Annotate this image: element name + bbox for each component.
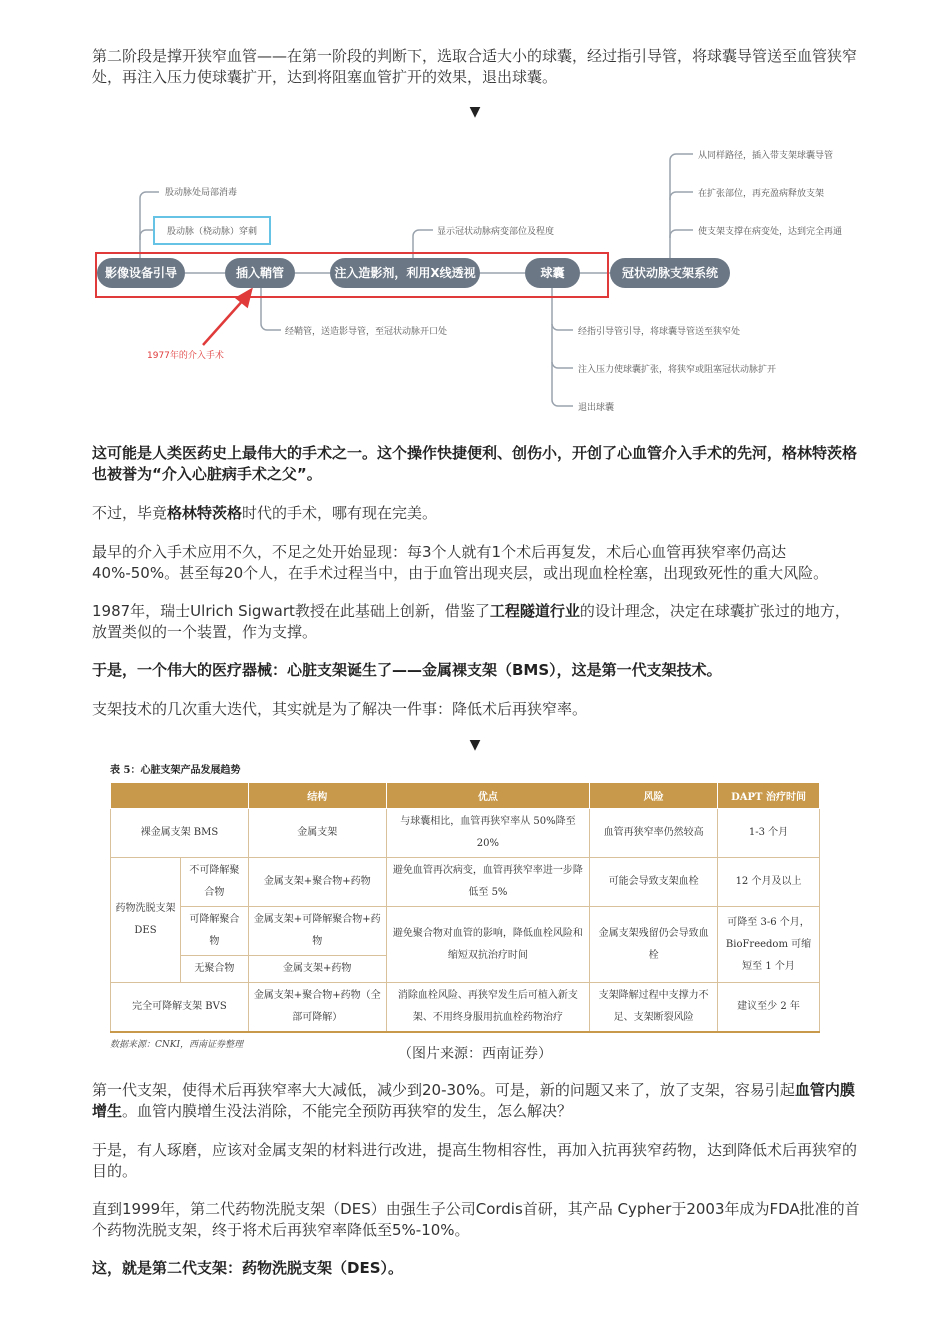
leaf-femoral-disinfection: 股动脉处局部消毒 [165, 188, 238, 198]
table-cell: 金属支架+可降解聚合物+药物 [248, 907, 386, 956]
paragraph-bms-born: 于是，一个伟大的医疗器械：心脏支架诞生了——金属裸支架（BMS），这是第一代支架技术。 [92, 661, 722, 679]
procedure-mindmap [85, 140, 875, 430]
table-cell: 建议至少 2 年 [718, 983, 820, 1033]
leaf-stent-catheter: 从同样路径，插入带支架球囊导管 [698, 151, 834, 161]
table-row [111, 983, 820, 1033]
highlight-gruentzig: 格林特茨格 [167, 504, 243, 522]
paragraph-improve-material: 于是，有人琢磨，应该对金属支架的材料进行改进，提高生物相容性，再加入抗再狭窄药物，达到降低术后再狭窄的目的。 [92, 1141, 858, 1180]
table-cell: 药物洗脱支架 DES [111, 858, 181, 983]
node-insert-sheath: 插入鞘管 [225, 258, 295, 288]
table-cell: 避免聚合物对血管的影响，降低血栓风险和缩短双抗治疗时间 [386, 907, 590, 983]
table-header-row [111, 783, 820, 809]
node-imaging-guidance: 影像设备引导 [97, 258, 185, 288]
down-arrow-icon: ▼ [469, 737, 481, 753]
leaf-femoral-puncture: 股动脉（桡动脉）穿刺 [153, 216, 271, 245]
leaf-sheath-catheter: 经鞘管，送造影导管，至冠状动脉开口处 [285, 327, 448, 337]
table-cell: 金属支架+药物 [248, 956, 386, 983]
table-cell: 支架降解过程中支撑力不足、支架断裂风险 [590, 983, 718, 1033]
table-cell: 1-3 个月 [718, 809, 820, 858]
table-cell: 金属支架 [248, 809, 386, 858]
table-cell: 完全可降解支架 BVS [111, 983, 249, 1033]
table-title: 表 5：心脏支架产品发展趋势 [110, 765, 241, 776]
highlight-tunnel-industry: 工程隧道行业 [489, 602, 580, 620]
table-cell: 不可降解聚合物 [180, 858, 248, 907]
annotation-1977: 1977年的介入手术 [147, 351, 224, 361]
table-cell: 无聚合物 [180, 956, 248, 983]
paragraph-first-gen: 第一代支架，使得术后再狭窄率大大减低，减少到20-30%。可是，新的问题又来了，放了支架，容易引起血管内膜增生。血管内膜增生没法消除，不能完全预防再狭窄的发生，怎么解决？ [92, 1081, 855, 1120]
paragraph-sigwart: 1987年，瑞士Ulrich Sigwart教授在此基础上创新，借鉴了工程隧道行业的设计理念，决定在球囊扩张过的地方，放置类似的一个装置，作为支撑。 [92, 602, 850, 641]
table-cell: 可能会导致支架血栓 [590, 858, 718, 907]
paragraph-stage-two: 第二阶段是撑开狭窄血管——在第一阶段的判断下，选取合适大小的球囊，经过指引导管，将球囊导管送至血管狭窄处，再注入压力使球囊扩开，达到将阻塞血管扩开的效果，退出球囊。 [92, 47, 858, 86]
table-cell: 血管再狭窄率仍然较高 [590, 809, 718, 858]
paragraph-iterations: 支架技术的几次重大迭代，其实就是为了解决一件事：降低术后再狭窄率。 [92, 700, 588, 718]
leaf-release-stent: 在扩张部位，再充盈病释放支架 [698, 189, 825, 199]
table-cell: 可降至 3-6 个月，BioFreedom 可缩短至 1 个月 [718, 907, 820, 983]
paragraph-greatest-surgery: 这可能是人类医药史上最伟大的手术之一。这个操作快捷便利、创伤小，开创了心血管介入手术的先河，格林特茨格也被誉为“介入心脏病手术之父”。 [92, 444, 858, 483]
paragraph-shortcomings: 最早的介入手术应用不久，不足之处开始显现：每3个人就有1个术后再复发，术后心血管再狭窄率仍高达40%-50%。甚至每20个人，在手术过程当中，由于血管出现夹层，或出现血栓栓塞，出现致死性的重大风险。 [92, 543, 829, 582]
table-cell: 与球囊相比，血管再狭窄率从 50%降至 20% [386, 809, 590, 858]
paragraph-des-1999: 直到1999年，第二代药物洗脱支架（DES）由强生子公司Cordis首研，其产品 Cypher于2003年成为FDA批准的首个药物洗脱支架，终于将术后再狭窄率降低至5%-10%。 [92, 1200, 860, 1239]
node-balloon: 球囊 [525, 258, 580, 288]
table-cell: 金属支架+聚合物+药物（全部可降解） [248, 983, 386, 1033]
paragraph-not-perfect: 不过，毕竟格林特茨格时代的手术，哪有现在完美。 [92, 504, 438, 522]
table-header [111, 783, 249, 809]
table-header: 优点 [386, 783, 590, 809]
down-arrow-icon: ▼ [469, 104, 481, 120]
table-cell: 避免血管再次病变，血管再狭窄率进一步降低至 5% [386, 858, 590, 907]
leaf-inflate-balloon: 注入压力使球囊扩张，将狭窄或阻塞冠状动脉扩开 [578, 365, 777, 375]
table-row [111, 907, 820, 956]
highlight-intimal-hyperplasia: 血管内膜增生 [92, 1081, 855, 1120]
table-cell: 金属支架残留仍会导致血栓 [590, 907, 718, 983]
table-header: 风险 [590, 783, 718, 809]
table-cell: 裸金属支架 BMS [111, 809, 249, 858]
node-stent-system: 冠状动脉支架系统 [610, 258, 730, 288]
table-source: 数据来源：CNKI，西南证券整理 [110, 1040, 244, 1050]
paragraph-second-gen: 这，就是第二代支架：药物洗脱支架（DES）。 [92, 1259, 404, 1277]
leaf-guide-balloon: 经指引导管引导，将球囊导管送至狭窄处 [578, 327, 741, 337]
table-row [111, 858, 820, 907]
stent-trend-table [110, 760, 822, 1050]
leaf-show-lesion: 显示冠状动脉病变部位及程度 [437, 227, 555, 237]
image-caption: （图片来源：西南证券） [398, 1046, 552, 1062]
leaf-remove-balloon: 退出球囊 [578, 403, 615, 413]
table-header: 结构 [248, 783, 386, 809]
table-cell: 12 个月及以上 [718, 858, 820, 907]
table-cell: 消除血栓风险、再狭窄发生后可植入新支架、不用终身服用抗血栓药物治疗 [386, 983, 590, 1033]
leaf-stent-support: 使支架支撑在病变处，达到完全再通 [698, 227, 843, 237]
table-row [111, 809, 820, 858]
table-cell: 金属支架+聚合物+药物 [248, 858, 386, 907]
table-header: DAPT 治疗时间 [718, 783, 820, 809]
table-cell: 可降解聚合物 [180, 907, 248, 956]
node-contrast-xray: 注入造影剂，利用X线透视 [330, 258, 480, 288]
